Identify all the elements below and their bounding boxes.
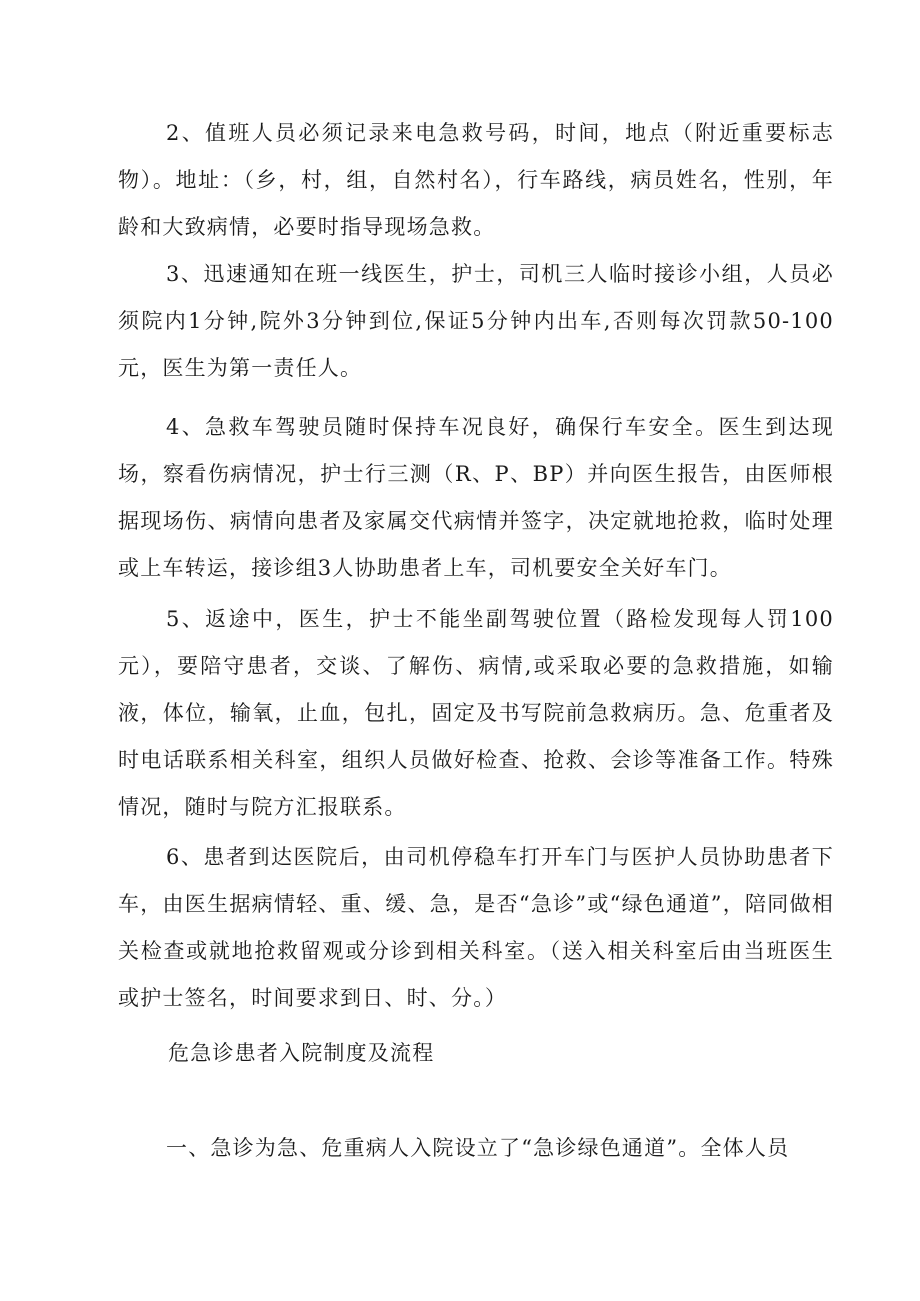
paragraph-item-3: 3、迅速通知在班一线医生，护士，司机三人临时接诊小组，人员必须院内1分钟,院外3分钟到位,保证5分钟内出车,否则每次罚款50-100元，医生为第一责任人。 (118, 262, 834, 380)
section-first-paragraph: 一、急诊为急、危重病人入院设立了“急诊绿色通道”。全体人员 (166, 1136, 790, 1160)
paragraph-item-2: 2、值班人员必须记录来电急救号码，时间，地点（附近重要标志物）。地址：（乡，村，组，自然村名），行车路线，病员姓名，性别，年龄和大致病情，必要时指导现场急救。 (118, 121, 834, 239)
paragraph-item-4: 4、急救车驾驶员随时保持车况良好，确保行车安全。医生到达现场，察看伤病情况，护士行三测（R、P、BP）并向医生报告，由医师根据现场伤、病情向患者及家属交代病情并签字，决定就地抢救，临时处理或上车转运，接诊组3人协助患者上车，司机要安全关好车门。 (118, 415, 834, 580)
paragraph-item-6: 6、患者到达医院后，由司机停稳车打开车门与医护人员协助患者下车，由医生据病情轻、重、缓、急，是否“急诊”或“绿色通道”，陪同做相关检查或就地抢救留观或分诊到相关科室。（送入相关科室后由当班医生或护士签名，时间要求到日、时、分。） (118, 845, 834, 1010)
paragraph-item-5: 5、返途中，医生，护士不能坐副驾驶位置（路检发现每人罚100元），要陪守患者，交谈、了解伤、病情,或采取必要的急救措施，如输液，体位，输氧，止血，包扎，固定及书写院前急救病历。急、危重者及时电话联系相关科室，组织人员做好检查、抢救、会诊等准备工作。特殊情况，随时与院方汇报联系。 (118, 607, 834, 819)
section-heading: 危急诊患者入院制度及流程 (168, 1041, 435, 1065)
